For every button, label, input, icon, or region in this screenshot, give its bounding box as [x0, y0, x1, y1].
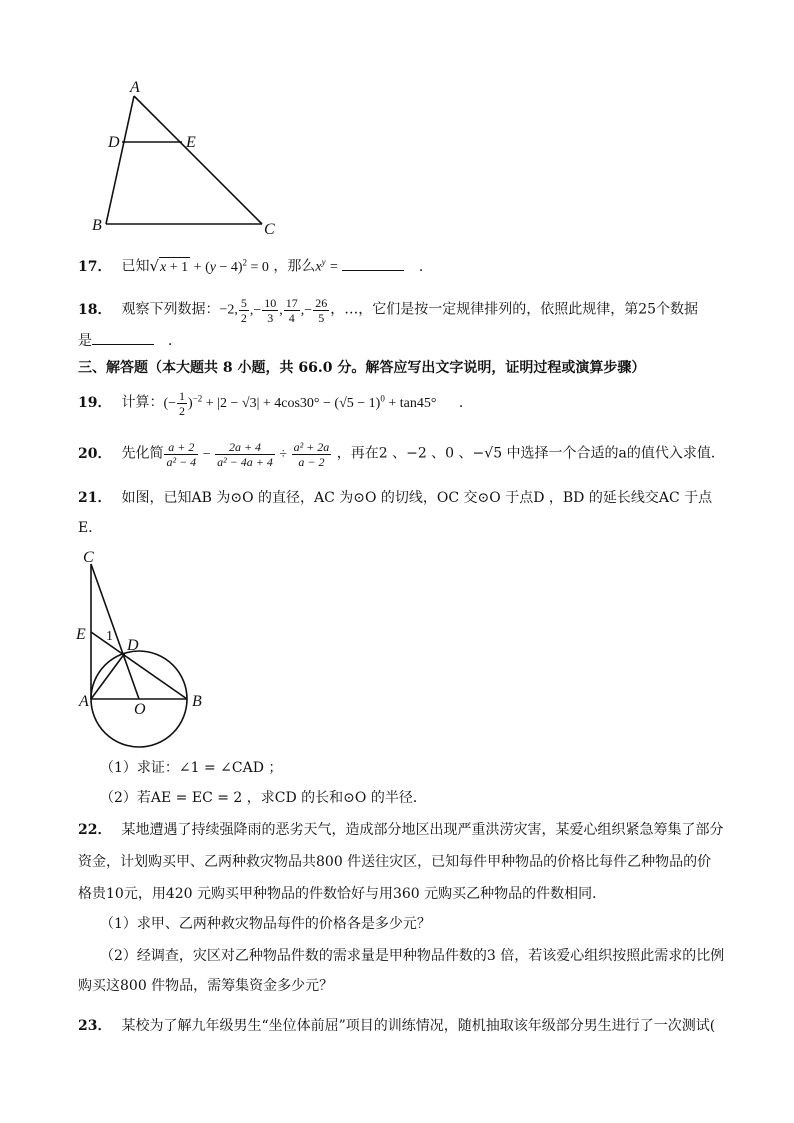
label-O: O: [134, 701, 146, 718]
label-D: D: [127, 637, 139, 654]
q20-expression: $\frac{a + 2}{\text{a² − 4}}$ − $\frac{2a + 4}{\text{a² − 4a + 4}}$ ÷ $\frac{\text{a² + 2a}}{a - 2}$: [166, 440, 330, 469]
q18-frac-3: $\frac{17}{4}$ ,: [285, 296, 305, 325]
label-A: A: [79, 693, 89, 710]
label-B: B: [92, 217, 102, 234]
question-22-part2: （2）经调查，灾区对乙种物品件数的需求量是甲种物品件数的3 倍，若该爱心组织按照此需求的比例: [100, 948, 725, 964]
q18-frac-1: $\frac{5}{2}$ ,: [240, 296, 254, 325]
section-heading: 三、解答题（本大题共 8 小题，共 66.0 分。解答应写出文字说明，证明过程或演算步骤）: [78, 360, 646, 376]
question-number: 17．: [78, 258, 112, 275]
label-C: C: [264, 221, 275, 238]
question-21: 21． 如图，已知AB 为⊙O 的直径，AC 为⊙O 的切线，OC 交⊙O 于点D ，BD 的延长线交AC 于点: [78, 490, 713, 506]
question-22-line3: 格贵10元，用420 元购买甲种物品的件数恰好与用360 元购买乙种物品的件数相同．: [78, 886, 607, 902]
label-D: D: [108, 134, 120, 151]
question-21-part2: （2）若AE = EC = 2 ，求CD 的长和⊙O 的半径．: [100, 790, 427, 806]
question-21-part1: （1）求证：∠1 = ∠CAD ；: [100, 760, 283, 776]
label-B: B: [192, 693, 202, 710]
circle-figure: [72, 544, 222, 754]
q17-y: y: [321, 257, 326, 267]
answer-blank[interactable]: [342, 256, 404, 271]
label-C: C: [83, 549, 94, 566]
label-E: E: [186, 134, 196, 151]
label-A: A: [130, 79, 140, 96]
q18-frac-4: − $\frac{26}{5}$: [304, 296, 328, 325]
q19-expression: (− $\frac{1}{2}$ )$^{-2} + |2 - √3| + 4\cos 30^\circ - (√5 - 1)^0 + \tan 45^\circ$: [163, 388, 437, 418]
question-18: 18． 观察下列数据：−2, $\frac{5}{2}$ ,− $\frac{10}{3}$ , $\frac{17}{4}$ ,− $\frac{26}{5}$ ，…，它们是按一定规律排列的，依照此规律，第25个数据: [78, 296, 699, 325]
question-23: 23． 某校为了解九年级男生“坐位体前屈”项目的训练情况，随机抽取该年级部分男生进行了一次测试(: [78, 1018, 716, 1034]
label-E: E: [76, 626, 86, 643]
triangle-figure: [88, 78, 288, 238]
question-22-part1: （1）求甲、乙两种救灾物品每件的价格各是多少元？: [100, 916, 431, 932]
answer-blank[interactable]: [92, 330, 154, 345]
question-22: 22． 某地遭遇了持续强降雨的恶劣天气，造成部分地区出现严重洪涝灾害，某爱心组织紧急筹集了部分: [78, 822, 724, 838]
question-22-part2-line2: 购买这800 件物品，需筹集资金多少元？: [78, 978, 334, 994]
question-20: 20． 先化简 $\frac{a + 2}{\text{a² − 4}}$ − $\frac{2a + 4}{\text{a² − 4a + 4}}$ ÷ $\frac{\text{a² + 2a}}{a - 2}$ ，再在2 、−2 、0 、−√5 中选择一个合适的a的值代入求值．: [78, 440, 725, 469]
question-22-line2: 资金，计划购买甲、乙两种救灾物品共800 件送往灾区，已知每件甲种物品的价格比每件乙种物品的价: [78, 854, 712, 870]
question-17: 17． 已知$√x + 1 + (y - 4)^2 = 0$ ，那么$x^y$ = ．: [78, 252, 433, 278]
q17-mid: ，那么: [273, 258, 316, 275]
question-19: 19． 计算：(− $\frac{1}{2}$ )$^{-2} + |2 - √3| + 4\cos 30^\circ - (√5 - 1)^0 + \tan 45^\circ$ ．: [78, 388, 473, 418]
q17-x: x: [315, 259, 322, 275]
question-21-line2: E．: [78, 520, 103, 536]
question-18-line2: 是 ．: [78, 330, 182, 351]
q17-prefix: 已知: [121, 258, 150, 275]
q18-frac-2: − $\frac{10}{3}$ ,: [253, 296, 283, 325]
q17-equation: $√x + 1 + (y - 4)^2 = 0$: [149, 260, 268, 275]
label-1: 1: [106, 629, 113, 644]
